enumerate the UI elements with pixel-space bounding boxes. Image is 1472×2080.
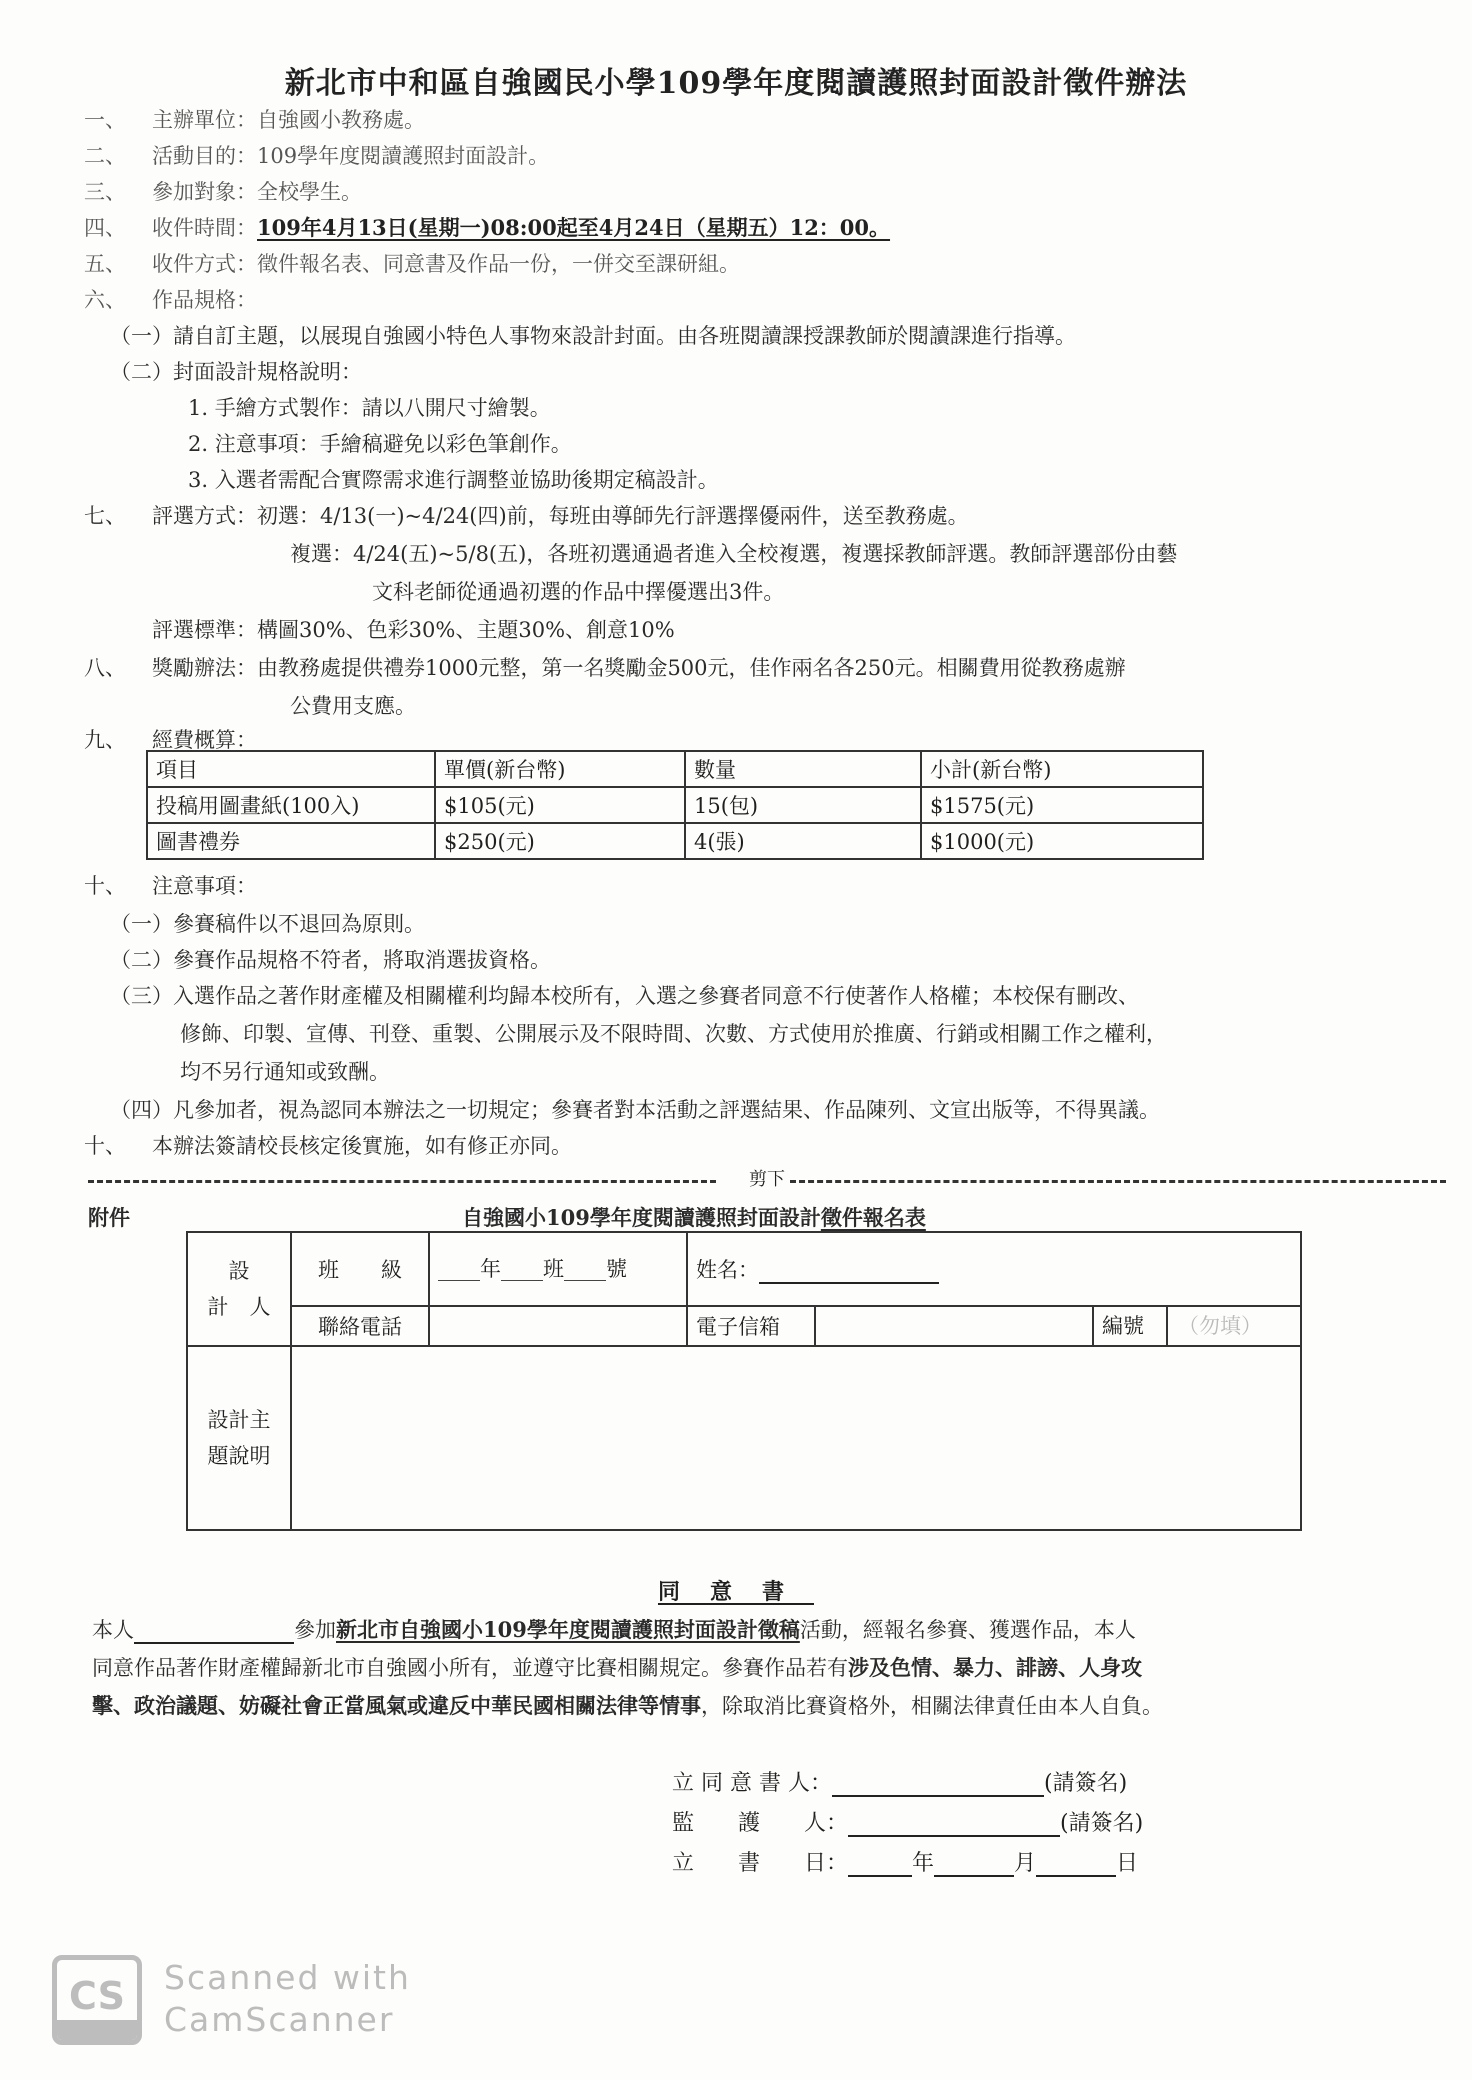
table-cell: 圖書禮券 xyxy=(147,823,435,859)
class-field[interactable]: ____年____班____號 xyxy=(429,1232,687,1306)
theme-description-field[interactable] xyxy=(291,1346,1301,1530)
header-cell: 項目 xyxy=(147,751,435,787)
designer-label-line: 計 人 xyxy=(207,1295,271,1319)
section-number: 六、 xyxy=(84,288,126,312)
section-number: 十、 xyxy=(84,874,126,898)
month-label: 月 xyxy=(1014,1851,1037,1876)
section-number: 三、 xyxy=(84,180,126,204)
section-text: 獎勵辦法：由教務處提供禮券1000元整，第一名獎勵金500元，佳作兩名各250元。相關費用從教務處辦 xyxy=(152,656,1126,680)
section-number: 十、 xyxy=(84,1134,126,1158)
section-text: 活動目的：109學年度閱讀護照封面設計。 xyxy=(152,144,550,168)
spec-item: 2. 注意事項：手繪稿避免以彩色筆創作。 xyxy=(188,432,572,456)
table-header-row xyxy=(147,751,1203,787)
consent-text: 參加 xyxy=(294,1618,336,1642)
phone-label: 聯絡電話 xyxy=(291,1306,429,1346)
notice-item: （二）參賽作品規格不符者，將取消選拔資格。 xyxy=(110,948,551,972)
id-cell xyxy=(1093,1306,1301,1346)
signature-label: 監 護 人： xyxy=(672,1811,849,1836)
table-cell: $1000(元) xyxy=(921,823,1203,859)
month-blank[interactable] xyxy=(934,1853,1014,1877)
section-text: 主辦單位：自強國小教務處。 xyxy=(152,108,425,132)
theme-label xyxy=(187,1346,291,1530)
consent-line-3 xyxy=(92,1690,1163,1720)
section-number: 八、 xyxy=(84,656,126,680)
activity-name: 新北市自強國小109學年度閱讀護照封面設計徵稿 xyxy=(336,1617,800,1642)
section-10 xyxy=(84,870,257,900)
consent-line-1 xyxy=(92,1614,1136,1644)
header-cell: 單價(新台幣) xyxy=(435,751,685,787)
table-row xyxy=(147,787,1203,823)
section-number: 四、 xyxy=(84,216,126,240)
header-cell: 小計(新台幣) xyxy=(921,751,1203,787)
signature-label: 立 書 日： xyxy=(672,1851,849,1876)
section-1 xyxy=(84,104,425,134)
section-7 xyxy=(84,500,969,530)
consent-emphasis: 涉及色情、暴力、誹謗、人身攻 xyxy=(848,1655,1142,1680)
guardian-signature xyxy=(672,1806,1143,1837)
watermark-line: CamScanner xyxy=(164,2000,395,2039)
section-11 xyxy=(84,1130,572,1160)
designer-label xyxy=(187,1232,291,1346)
signing-date xyxy=(672,1846,1138,1877)
header-cell: 數量 xyxy=(685,751,921,787)
section-7-line-2: 複選：4/24(五)~5/8(五)，各班初選通過者進入全校複選，複選採教師評選。教師評選部份由藝 xyxy=(290,542,1178,566)
watermark-line: Scanned with xyxy=(164,1958,411,1997)
logo-band xyxy=(57,2020,137,2040)
name-blank[interactable] xyxy=(759,1261,939,1284)
section-5 xyxy=(84,248,740,278)
attachment-label: 附件 xyxy=(88,1205,130,1230)
section-6 xyxy=(84,284,257,314)
signature-label: 立 同 意 書 人： xyxy=(672,1771,832,1796)
email-label: 電子信箱 xyxy=(687,1306,815,1346)
document-title: 新北市中和區自強國民小學109學年度閱讀護照封面設計徵件辦法 xyxy=(284,66,1188,101)
consent-text: ，除取消比賽資格外，相關法律責任由本人自負。 xyxy=(701,1694,1163,1718)
id-label: 編號 xyxy=(1094,1307,1168,1345)
form-title-underlined: 徵件報名表 xyxy=(820,1205,926,1230)
consent-emphasis: 擊、政治議題、妨礙社會正當風氣或違反中華民國相關法律等情事 xyxy=(92,1693,701,1718)
consenter-signature xyxy=(672,1766,1127,1797)
section-number: 七、 xyxy=(84,504,126,528)
notice-item-continued: 均不另行通知或致酬。 xyxy=(180,1060,390,1084)
signature-blank[interactable] xyxy=(832,1773,1044,1797)
table-cell: 投稿用圖畫紙(100入) xyxy=(147,787,435,823)
section-8 xyxy=(84,652,1126,682)
table-cell: 4(張) xyxy=(685,823,921,859)
section-6-sub-2: （二）封面設計規格說明： xyxy=(110,360,362,384)
table-row xyxy=(147,823,1203,859)
table-cell: $105(元) xyxy=(435,787,685,823)
notice-item: （三）入選作品之著作財產權及相關權利均歸本校所有，入選之參賽者同意不行使著作人格權；本校保有刪改、 xyxy=(110,984,1139,1008)
signature-blank[interactable] xyxy=(848,1813,1060,1837)
section-4 xyxy=(84,212,890,242)
year-blank[interactable] xyxy=(848,1853,912,1877)
section-text: 作品規格： xyxy=(152,288,257,312)
cut-label: 剪下 xyxy=(745,1169,789,1190)
year-label: 年 xyxy=(912,1851,935,1876)
spec-item: 1. 手繪方式製作：請以八開尺寸繪製。 xyxy=(188,396,551,420)
section-text: 注意事項： xyxy=(152,874,257,898)
section-number: 九、 xyxy=(84,728,126,752)
designer-label-line: 設 xyxy=(228,1259,250,1283)
consent-text: 同意作品著作財產權歸新北市自強國小所有，並遵守比賽相關規定。參賽作品若有 xyxy=(92,1656,848,1680)
form-title xyxy=(462,1202,926,1232)
watermark-text xyxy=(164,1957,484,2041)
section-text: 經費概算： xyxy=(152,728,257,752)
notice-item: （一）參賽稿件以不退回為原則。 xyxy=(110,912,425,936)
name-field[interactable] xyxy=(687,1232,1301,1306)
section-number: 五、 xyxy=(84,252,126,276)
section-text: 參加對象：全校學生。 xyxy=(152,180,362,204)
budget-table xyxy=(146,750,1204,860)
email-field[interactable] xyxy=(815,1306,1093,1346)
notice-item-continued: 修飾、印製、宣傳、刊登、重製、公開展示及不限時間、次數、方式使用於推廣、行銷或相關工作之權利， xyxy=(180,1022,1167,1046)
evaluation-criteria: 評選標準：構圖30%、色彩30%、主題30%、創意10% xyxy=(152,618,675,642)
dashed-divider xyxy=(88,1180,716,1183)
section-2 xyxy=(84,140,549,170)
section-3 xyxy=(84,176,362,206)
section-text: 本辦法簽請校長核定後實施，如有修正亦同。 xyxy=(152,1134,572,1158)
id-note: （勿填） xyxy=(1178,1314,1262,1338)
registration-form xyxy=(186,1231,1302,1531)
notice-item: （四）凡參加者，視為認同本辦法之一切規定；參賽者對本活動之評選結果、作品陳列、文宣出版等，不得異議。 xyxy=(110,1098,1160,1122)
signature-note: (請簽名) xyxy=(1060,1811,1144,1836)
consent-text: 本人 xyxy=(92,1618,134,1642)
section-text: 評選方式：初選：4/13(一)~4/24(四)前，每班由導師先行評選擇優兩件，送至教務處。 xyxy=(152,504,969,528)
section-6-sub-1: （一）請自訂主題，以展現自強國小特色人事物來設計封面。由各班閱讀課授課教師於閱讀課進行指導。 xyxy=(110,324,1076,348)
signature-note: (請簽名) xyxy=(1043,1771,1128,1796)
theme-label-line: 設計主 xyxy=(207,1408,271,1432)
consent-title: 同意書 xyxy=(657,1579,814,1605)
theme-label-line: 題說明 xyxy=(207,1444,271,1468)
class-label: 班 級 xyxy=(291,1232,429,1306)
section-number: 一、 xyxy=(84,108,126,132)
section-text: 收件方式：徵件報名表、同意書及作品一份，一併交至課研組。 xyxy=(152,252,740,276)
table-cell: 15(包) xyxy=(685,787,921,823)
logo-text: CS xyxy=(69,1974,125,2018)
section-7-line-3: 文科老師從通過初選的作品中擇優選出3件。 xyxy=(372,580,785,604)
participant-name-blank[interactable] xyxy=(134,1621,294,1644)
spec-item: 3. 入選者需配合實際需求進行調整並協助後期定稿設計。 xyxy=(188,468,719,492)
section-label: 收件時間： xyxy=(152,216,257,240)
consent-line-2 xyxy=(92,1652,1142,1682)
submission-time: 109年4月13日(星期一)08:00起至4月24日（星期五）12：00。 xyxy=(257,215,891,240)
table-cell: $1575(元) xyxy=(921,787,1203,823)
consent-text: 活動，經報名參賽、獲選作品，本人 xyxy=(799,1618,1136,1642)
dashed-divider xyxy=(790,1180,1446,1183)
phone-field[interactable] xyxy=(429,1306,687,1346)
form-title-text: 自強國小109學年度閱讀護照封面設計 xyxy=(462,1205,821,1230)
cut-line xyxy=(88,1170,1446,1190)
table-cell: $250(元) xyxy=(435,823,685,859)
name-label: 姓名： xyxy=(696,1258,759,1282)
section-8-line-2: 公費用支應。 xyxy=(290,694,416,718)
section-number: 二、 xyxy=(84,144,126,168)
camscanner-logo-icon xyxy=(52,1955,142,2045)
day-blank[interactable] xyxy=(1036,1853,1116,1877)
day-label: 日 xyxy=(1116,1851,1139,1876)
